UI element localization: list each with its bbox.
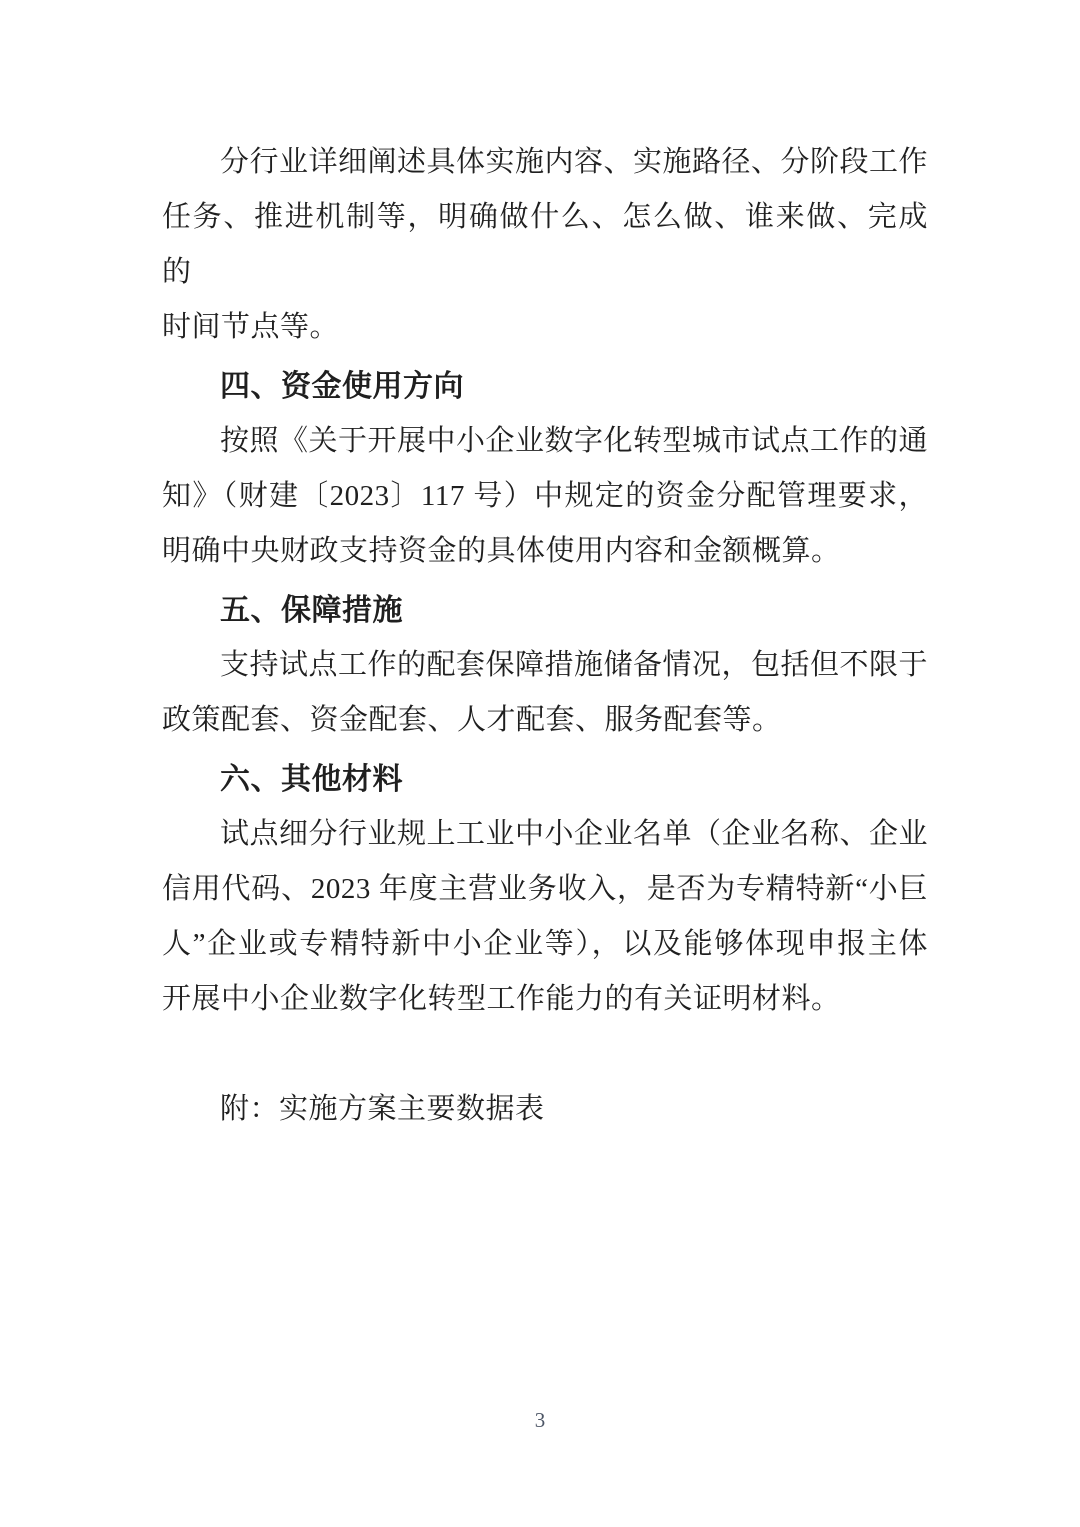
body-line: 分行业详细阐述具体实施内容、实施路径、分阶段工作 <box>220 146 929 178</box>
body-line: 政策配套、资金配套、人才配套、服务配套等。 <box>162 704 782 736</box>
document-body <box>162 135 928 1137</box>
body-line: 人”企业或专精特新中小企业等），以及能够体现申报主体 <box>162 928 928 960</box>
body-line: 明确中央财政支持资金的具体使用内容和金额概算。 <box>162 535 841 567</box>
body-line: 任务、推进机制等，明确做什么、怎么做、谁来做、完成的 <box>162 201 928 288</box>
section-heading-other-materials: 六、其他材料 <box>220 763 403 796</box>
blank-line <box>162 1027 928 1082</box>
body-line: 按照《关于开展中小企业数字化转型城市试点工作的通 <box>220 425 929 457</box>
body-line: 知》（财建〔2023〕117 号）中规定的资金分配管理要求， <box>162 480 928 512</box>
body-line: 试点细分行业规上工业中小企业名单（企业名称、企业 <box>220 818 929 850</box>
section-heading-safeguard-measures: 五、保障措施 <box>220 594 403 627</box>
body-line: 开展中小企业数字化转型工作能力的有关证明材料。 <box>162 983 841 1015</box>
section-heading-funds-usage: 四、资金使用方向 <box>220 370 464 403</box>
body-line: 支持试点工作的配套保障措施储备情况，包括但不限于 <box>220 649 929 681</box>
attachment-line: 附：实施方案主要数据表 <box>220 1093 545 1125</box>
body-line: 时间节点等。 <box>162 311 340 343</box>
page-number: 3 <box>534 1408 546 1432</box>
body-line: 信用代码、2023 年度主营业务收入，是否为专精特新“小巨 <box>162 873 928 905</box>
